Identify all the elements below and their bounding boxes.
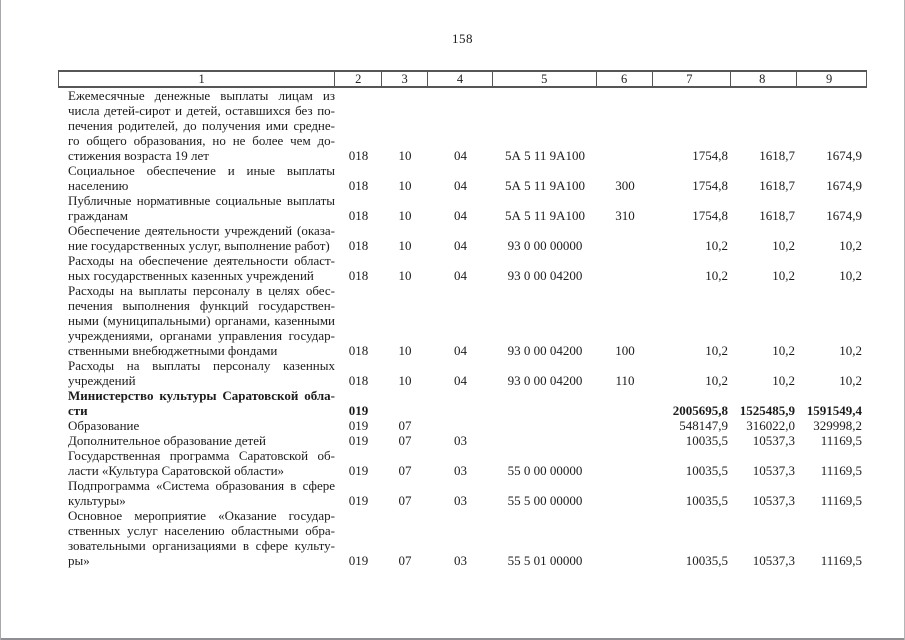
table-row bbox=[58, 163, 867, 193]
cell-c2: 019 bbox=[348, 433, 369, 448]
cell-c8: 10,2 bbox=[772, 268, 795, 283]
cell-c2: 019 bbox=[348, 493, 369, 508]
cell-c9: 11169,5 bbox=[820, 463, 862, 478]
column-header: 2 bbox=[335, 72, 382, 86]
cell-c3: 10 bbox=[398, 373, 412, 388]
table-row bbox=[58, 448, 867, 478]
cell-c5: 93 0 00 00000 bbox=[507, 238, 583, 253]
column-header: 5 bbox=[493, 72, 597, 86]
cell-c7: 10,2 bbox=[705, 373, 728, 388]
cell-c6: 300 bbox=[615, 178, 635, 193]
cell-c5: 55 5 01 00000 bbox=[507, 553, 583, 568]
cell-c5: 5А 5 11 9А100 bbox=[504, 148, 586, 163]
column-header: 9 bbox=[825, 71, 833, 86]
table-row bbox=[58, 223, 867, 253]
cell-c8: 1618,7 bbox=[759, 148, 795, 163]
cell-c8: 10537,3 bbox=[752, 493, 795, 508]
cell-c9: 1674,9 bbox=[826, 178, 862, 193]
budget-table bbox=[58, 70, 867, 568]
cell-c6: 110 bbox=[615, 373, 635, 388]
page-number: 158 bbox=[452, 31, 473, 46]
cell-c3: 07 bbox=[398, 463, 412, 478]
cell-c7: 1754,8 bbox=[692, 148, 728, 163]
cell-c3: 07 bbox=[398, 493, 412, 508]
cell-c2: 019 bbox=[348, 418, 369, 433]
cell-c7: 10,2 bbox=[705, 268, 728, 283]
cell-c7: 1754,8 bbox=[692, 178, 728, 193]
cell-c9: 11169,5 bbox=[820, 553, 862, 568]
table-body bbox=[58, 88, 867, 568]
cell-c8: 10537,3 bbox=[752, 433, 795, 448]
table-row bbox=[58, 88, 867, 163]
cell-name: Расходы на выплаты персоналу казенных учреждений bbox=[68, 358, 335, 388]
cell-name: Социальное обеспечение и иные выплаты населению bbox=[68, 163, 335, 193]
table-row bbox=[58, 418, 867, 433]
cell-c3: 07 bbox=[398, 418, 412, 433]
cell-c9: 10,2 bbox=[839, 268, 862, 283]
cell-c4: 03 bbox=[454, 463, 467, 478]
cell-c4: 04 bbox=[454, 148, 467, 163]
cell-c9: 10,2 bbox=[839, 238, 862, 253]
cell-c2: 018 bbox=[348, 373, 369, 388]
cell-name: Государственная программа Саратовской об- ласти «Культура Саратовской области» bbox=[68, 448, 335, 478]
cell-c2: 018 bbox=[348, 343, 369, 358]
cell-c9: 1591549,4 bbox=[806, 403, 862, 418]
cell-c8: 10,2 bbox=[772, 373, 795, 388]
cell-c4: 04 bbox=[454, 208, 467, 223]
cell-c8: 10537,3 bbox=[752, 463, 795, 478]
cell-c6: 100 bbox=[615, 343, 635, 358]
cell-c8: 1618,7 bbox=[759, 208, 795, 223]
cell-c8: 1618,7 bbox=[759, 178, 795, 193]
cell-c8: 316022,0 bbox=[746, 418, 795, 433]
cell-c8: 10,2 bbox=[772, 238, 795, 253]
cell-c9: 11169,5 bbox=[820, 433, 862, 448]
cell-c7: 10035,5 bbox=[685, 463, 728, 478]
cell-c9: 1674,9 bbox=[826, 208, 862, 223]
cell-c3: 07 bbox=[398, 433, 412, 448]
cell-c9: 11169,5 bbox=[820, 493, 862, 508]
cell-name: Образование bbox=[68, 418, 140, 433]
cell-c4: 03 bbox=[454, 553, 467, 568]
cell-c3: 10 bbox=[398, 343, 412, 358]
cell-c7: 10035,5 bbox=[685, 493, 728, 508]
cell-c5: 55 0 00 00000 bbox=[507, 463, 583, 478]
cell-name: Расходы на обеспечение деятельности област- ных государственных казенных учреждений bbox=[68, 253, 335, 283]
table-row bbox=[58, 358, 867, 388]
table-row bbox=[58, 478, 867, 508]
scan-artifact-left-edge bbox=[0, 0, 1, 640]
table-row bbox=[58, 283, 867, 358]
cell-c4: 03 bbox=[454, 493, 467, 508]
cell-name: Основное мероприятие «Оказание государ- ственных услуг населению областными обра- зовательными организациями в сфере культу- ры» bbox=[68, 508, 335, 568]
cell-c3: 10 bbox=[398, 178, 412, 193]
cell-c3: 10 bbox=[398, 148, 412, 163]
cell-name: Публичные нормативные социальные выплаты гражданам bbox=[68, 193, 335, 223]
cell-c5: 93 0 00 04200 bbox=[507, 343, 583, 358]
table-row bbox=[58, 433, 867, 448]
cell-c2: 018 bbox=[348, 148, 369, 163]
cell-name: Министерство культуры Саратовской обла- сти bbox=[68, 388, 335, 418]
cell-c5: 93 0 00 04200 bbox=[507, 268, 583, 283]
cell-c2: 019 bbox=[348, 463, 369, 478]
cell-c5: 93 0 00 04200 bbox=[507, 373, 583, 388]
cell-name: Подпрограмма «Система образования в сфере культуры» bbox=[68, 478, 335, 508]
cell-c8: 10537,3 bbox=[752, 553, 795, 568]
cell-c4: 04 bbox=[454, 178, 467, 193]
cell-c4: 03 bbox=[454, 433, 467, 448]
column-header: 7 bbox=[653, 72, 732, 86]
column-header: 3 bbox=[382, 72, 428, 86]
cell-c2: 018 bbox=[348, 238, 369, 253]
table-header-row bbox=[58, 70, 867, 88]
cell-c9: 1674,9 bbox=[826, 148, 862, 163]
column-header: 8 bbox=[731, 72, 797, 86]
cell-c7: 2005695,8 bbox=[672, 403, 728, 418]
column-header: 6 bbox=[597, 72, 653, 86]
cell-c7: 10035,5 bbox=[685, 433, 728, 448]
cell-c4: 04 bbox=[454, 373, 467, 388]
cell-c7: 548147,9 bbox=[679, 418, 728, 433]
cell-name: Дополнительное образование детей bbox=[68, 433, 266, 448]
cell-c2: 018 bbox=[348, 208, 369, 223]
cell-c4: 04 bbox=[454, 268, 467, 283]
cell-c5: 5А 5 11 9А100 bbox=[504, 178, 586, 193]
cell-c3: 10 bbox=[398, 238, 412, 253]
cell-c2: 019 bbox=[348, 403, 369, 418]
cell-c5: 5А 5 11 9А100 bbox=[504, 208, 586, 223]
column-header: 1 bbox=[59, 72, 335, 86]
cell-c2: 019 bbox=[348, 553, 369, 568]
cell-name: Ежемесячные денежные выплаты лицам из числа детей-сирот и детей, оставшихся без по- печения родителей, до получения ими средне- го общего образования, но не более чем до- стижения возраста 19 лет bbox=[68, 88, 335, 163]
cell-c7: 10035,5 bbox=[685, 553, 728, 568]
cell-c7: 10,2 bbox=[705, 343, 728, 358]
cell-c9: 10,2 bbox=[839, 373, 862, 388]
cell-c3: 07 bbox=[398, 553, 412, 568]
cell-c9: 10,2 bbox=[839, 343, 862, 358]
cell-c4: 04 bbox=[454, 238, 467, 253]
cell-c7: 10,2 bbox=[705, 238, 728, 253]
cell-c8: 1525485,9 bbox=[739, 403, 795, 418]
cell-c2: 018 bbox=[348, 178, 369, 193]
table-row bbox=[58, 388, 867, 418]
cell-c3: 10 bbox=[398, 268, 412, 283]
table-row bbox=[58, 193, 867, 223]
cell-c7: 1754,8 bbox=[692, 208, 728, 223]
cell-c4: 04 bbox=[454, 343, 467, 358]
table-row bbox=[58, 253, 867, 283]
cell-c6: 310 bbox=[615, 208, 635, 223]
table-row bbox=[58, 508, 867, 568]
cell-name: Расходы на выплаты персоналу в целях обес- печения выполнения функций государствен- ными (муниципальными) органами, казенными учреждениями, органами управления государ- ственными внебюджетными фондами bbox=[68, 283, 335, 358]
cell-c3: 10 bbox=[398, 208, 412, 223]
cell-c8: 10,2 bbox=[772, 343, 795, 358]
cell-c5: 55 5 00 00000 bbox=[507, 493, 583, 508]
column-header: 4 bbox=[428, 72, 493, 86]
cell-c2: 018 bbox=[348, 268, 369, 283]
cell-name: Обеспечение деятельности учреждений (оказа- ние государственных услуг, выполнение работ) bbox=[68, 223, 335, 253]
cell-c9: 329998,2 bbox=[813, 418, 862, 433]
